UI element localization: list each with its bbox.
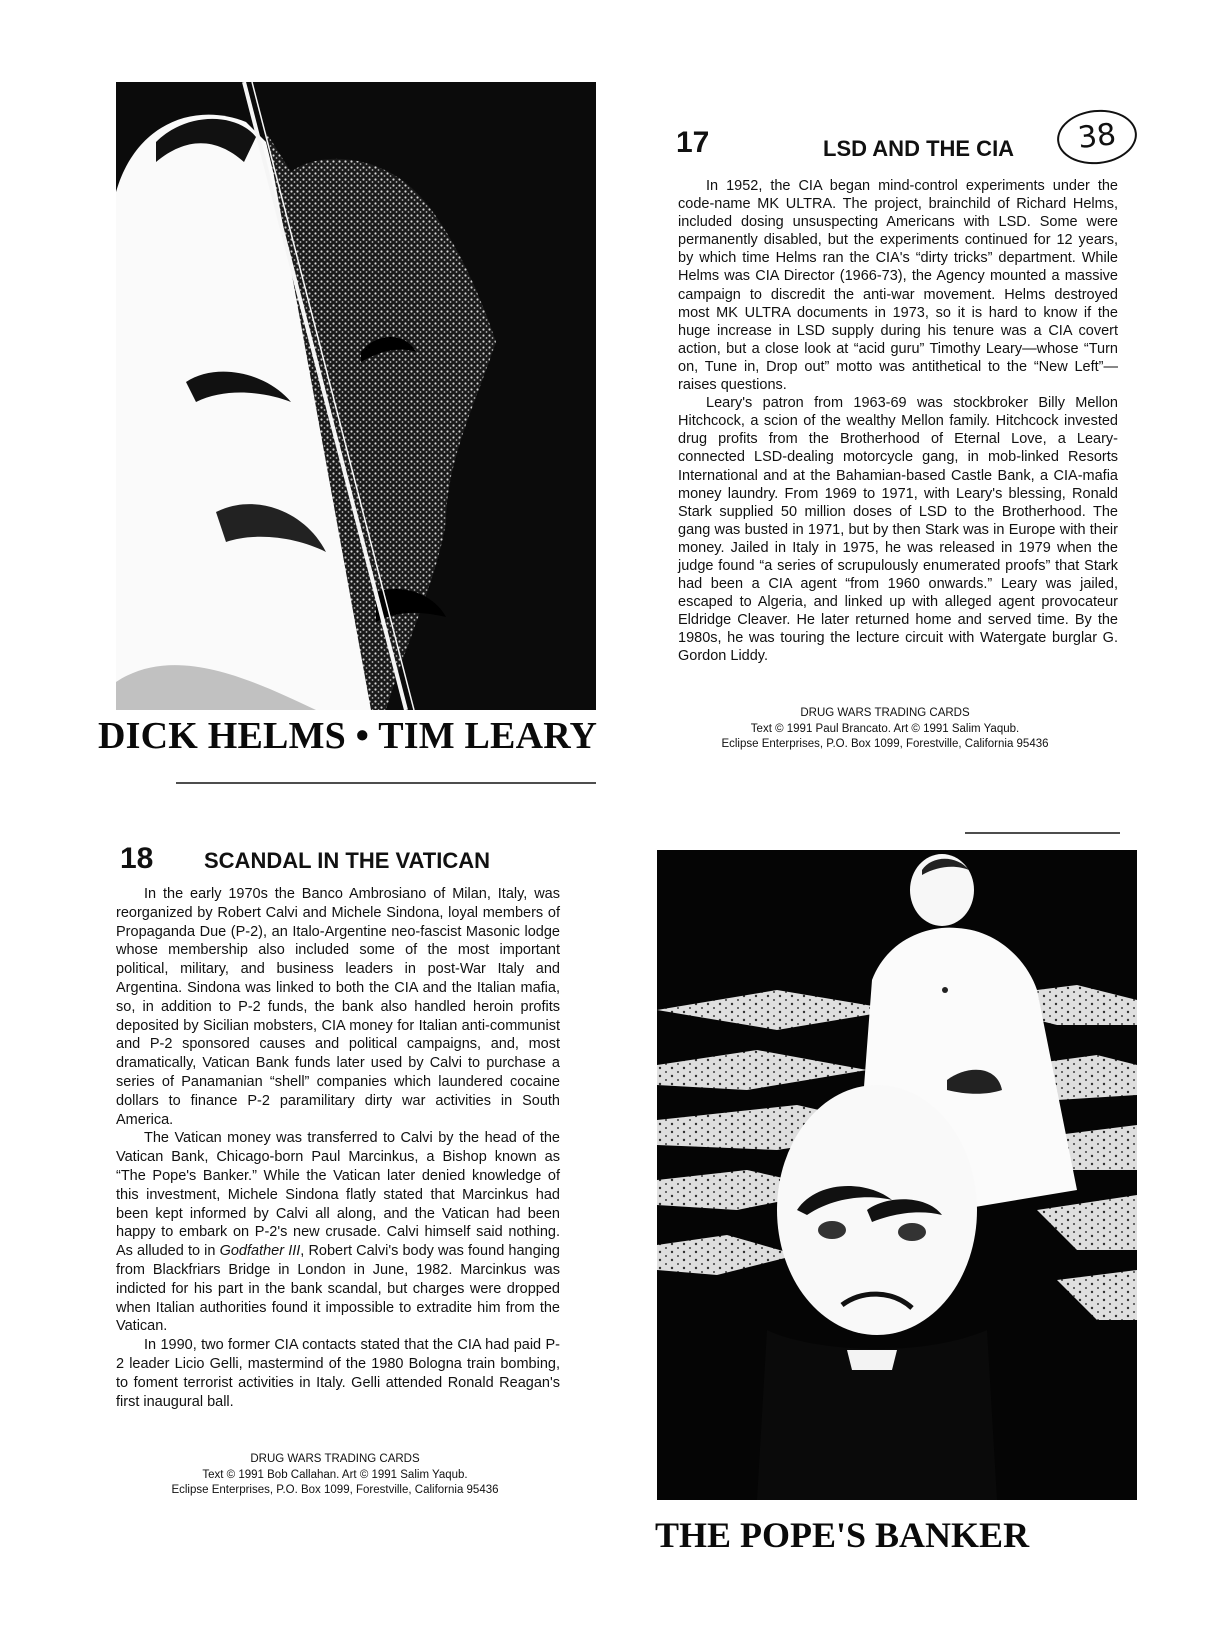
credits-publisher: Eclipse Enterprises, P.O. Box 1099, Forestville, California 95436 xyxy=(721,738,1049,750)
card17-body xyxy=(678,177,1118,666)
card17-illustration-helms-leary xyxy=(116,82,596,710)
pope-banker-art xyxy=(657,850,1137,1500)
card17-title: LSD AND THE CIA xyxy=(823,136,1015,161)
credits-copyright: Text © 1991 Paul Brancato. Art © 1991 Salim Yaqub. xyxy=(750,722,1020,735)
credits-copyright: Text © 1991 Bob Callahan. Art © 1991 Salim Yaqub. xyxy=(202,1468,468,1481)
card18-body xyxy=(116,885,560,1411)
card17-paragraph: Leary's patron from 1963-69 was stockbroker Billy Mellon Hitchcock, a scion of the wealthy Mellon family. Hitchcock invested drug profits from the Brotherhood of Eternal Love, a Leary-connected LSD-dealing motorcycle gang, in mob-linked Resorts International and at the Bahamian-based Castle Bank, a CIA-mafia money laundry. From 1969 to 1971, with Leary's blessing, Ronald Stark supplied 50 million doses of LSD to the Brotherhood. The gang was busted in 1971, but by then Stark was in Europe with their money. Jailed in Italy in 1975, he was released in 1979 when the judge found “a series of scrupulously enumerated proofs” that Stark had been a CIA agent “from 1960 onwards.” Leary was jailed, escaped to Algeria, and linked up with alleged agent provocateur Eldridge Cleaver. He later returned home and served time. By the 1980s, he was touring the lecture circuit with Watergate burglar G. Gordon Liddy. xyxy=(678,395,1118,665)
card18-paragraph xyxy=(116,1129,560,1336)
film-title: Godfather III xyxy=(219,1243,301,1260)
card18-caption: THE POPE'S BANKER xyxy=(655,1515,1030,1555)
card17-number: 17 xyxy=(676,126,710,159)
credits-series: DRUG WARS TRADING CARDS xyxy=(800,707,970,719)
card18-paragraph: In the early 1970s the Banco Ambrosiano of Milan, Italy, was reorganized by Robert Calvi and Michele Sindona, loyal members of Propaganda Due (P-2), an Italo-Argentine neo-fascist Masonic lodge whose membership also included some of the most important political, military, and business leaders in post-War Italy and Argentina. Sindona was linked to both the CIA and the Italian mafia, so, in addition to P-2 funds, the bank also handled heroin profits deposited by Sicilian mobsters, CIA money for Italian anti-communist and P-2 sponsored causes and political campaigns, and, most dramatically, Vatican Bank funds later used by Calvi to purchase a series of Panamanian “shell” companies which laundered cocaine dollars to finance P-2 paramilitary dirty war activities in South America. xyxy=(116,886,560,1128)
card18-number: 18 xyxy=(120,842,154,875)
card18-paragraph: In 1990, two former CIA contacts stated that the CIA had paid P-2 leader Licio Gelli, mastermind of the 1980 Bologna train bombing, to foment terrorist activities in Italy. Gelli attended Ronald Reagan's first inaugural ball. xyxy=(116,1337,560,1410)
divider-line xyxy=(965,832,1120,834)
divider-line xyxy=(176,782,596,784)
credits-series: DRUG WARS TRADING CARDS xyxy=(250,1453,420,1465)
paragraph-text: , Robert Calvi's body was found hanging from Blackfriars Bridge in London in June, 1982. Marcinkus was indicted for his part in the bank scandal, but charges were dropped when Italian authorities found it impossible to extradite him from the Vatican. xyxy=(116,1243,560,1335)
portrait-art xyxy=(116,82,596,710)
card18-title: SCANDAL IN THE VATICAN xyxy=(204,848,490,873)
card17-caption: DICK HELMS • TIM LEARY xyxy=(98,715,598,757)
card18-credits xyxy=(120,1452,550,1499)
card17-credits xyxy=(670,706,1100,753)
card17-paragraph: In 1952, the CIA began mind-control experiments under the code-name MK ULTRA. The project, brainchild of Richard Helms, included dosing unsuspecting Americans with LSD. Some were permanently disabled, but the experiments continued for 12 years, by which time Helms ran the CIA's “dirty tricks” department. While Helms was CIA Director (1966-73), the Agency mounted a massive campaign to discredit the anti-war movement. Helms destroyed most MK ULTRA documents in 1973, so it is hard to know if the huge increase in LSD supply during his tenure was a CIA covert action, but a close look at “acid guru” Timothy Leary—whose “Turn on, Tune in, Drop out” motto was antithetical to the “New Left”—raises questions. xyxy=(678,178,1118,394)
card18-illustration-pope-banker xyxy=(657,850,1137,1500)
paragraph-text: The Vatican money was transferred to Calvi by the head of the Vatican Bank, Chicago-born Paul Marcinkus, a Bishop known as “The Pope's Banker.” While the Vatican later denied knowledge of this investment, Michele Sindona flatly stated that Marcinkus had been kept informed by Calvi all along, and the Vatican had been happy to embark on P-2's new crusade. Calvi himself said nothing. As alluded to in xyxy=(116,1130,560,1260)
page-number-circled: 38 xyxy=(1054,106,1139,168)
credits-publisher: Eclipse Enterprises, P.O. Box 1099, Forestville, California 95436 xyxy=(171,1484,499,1496)
